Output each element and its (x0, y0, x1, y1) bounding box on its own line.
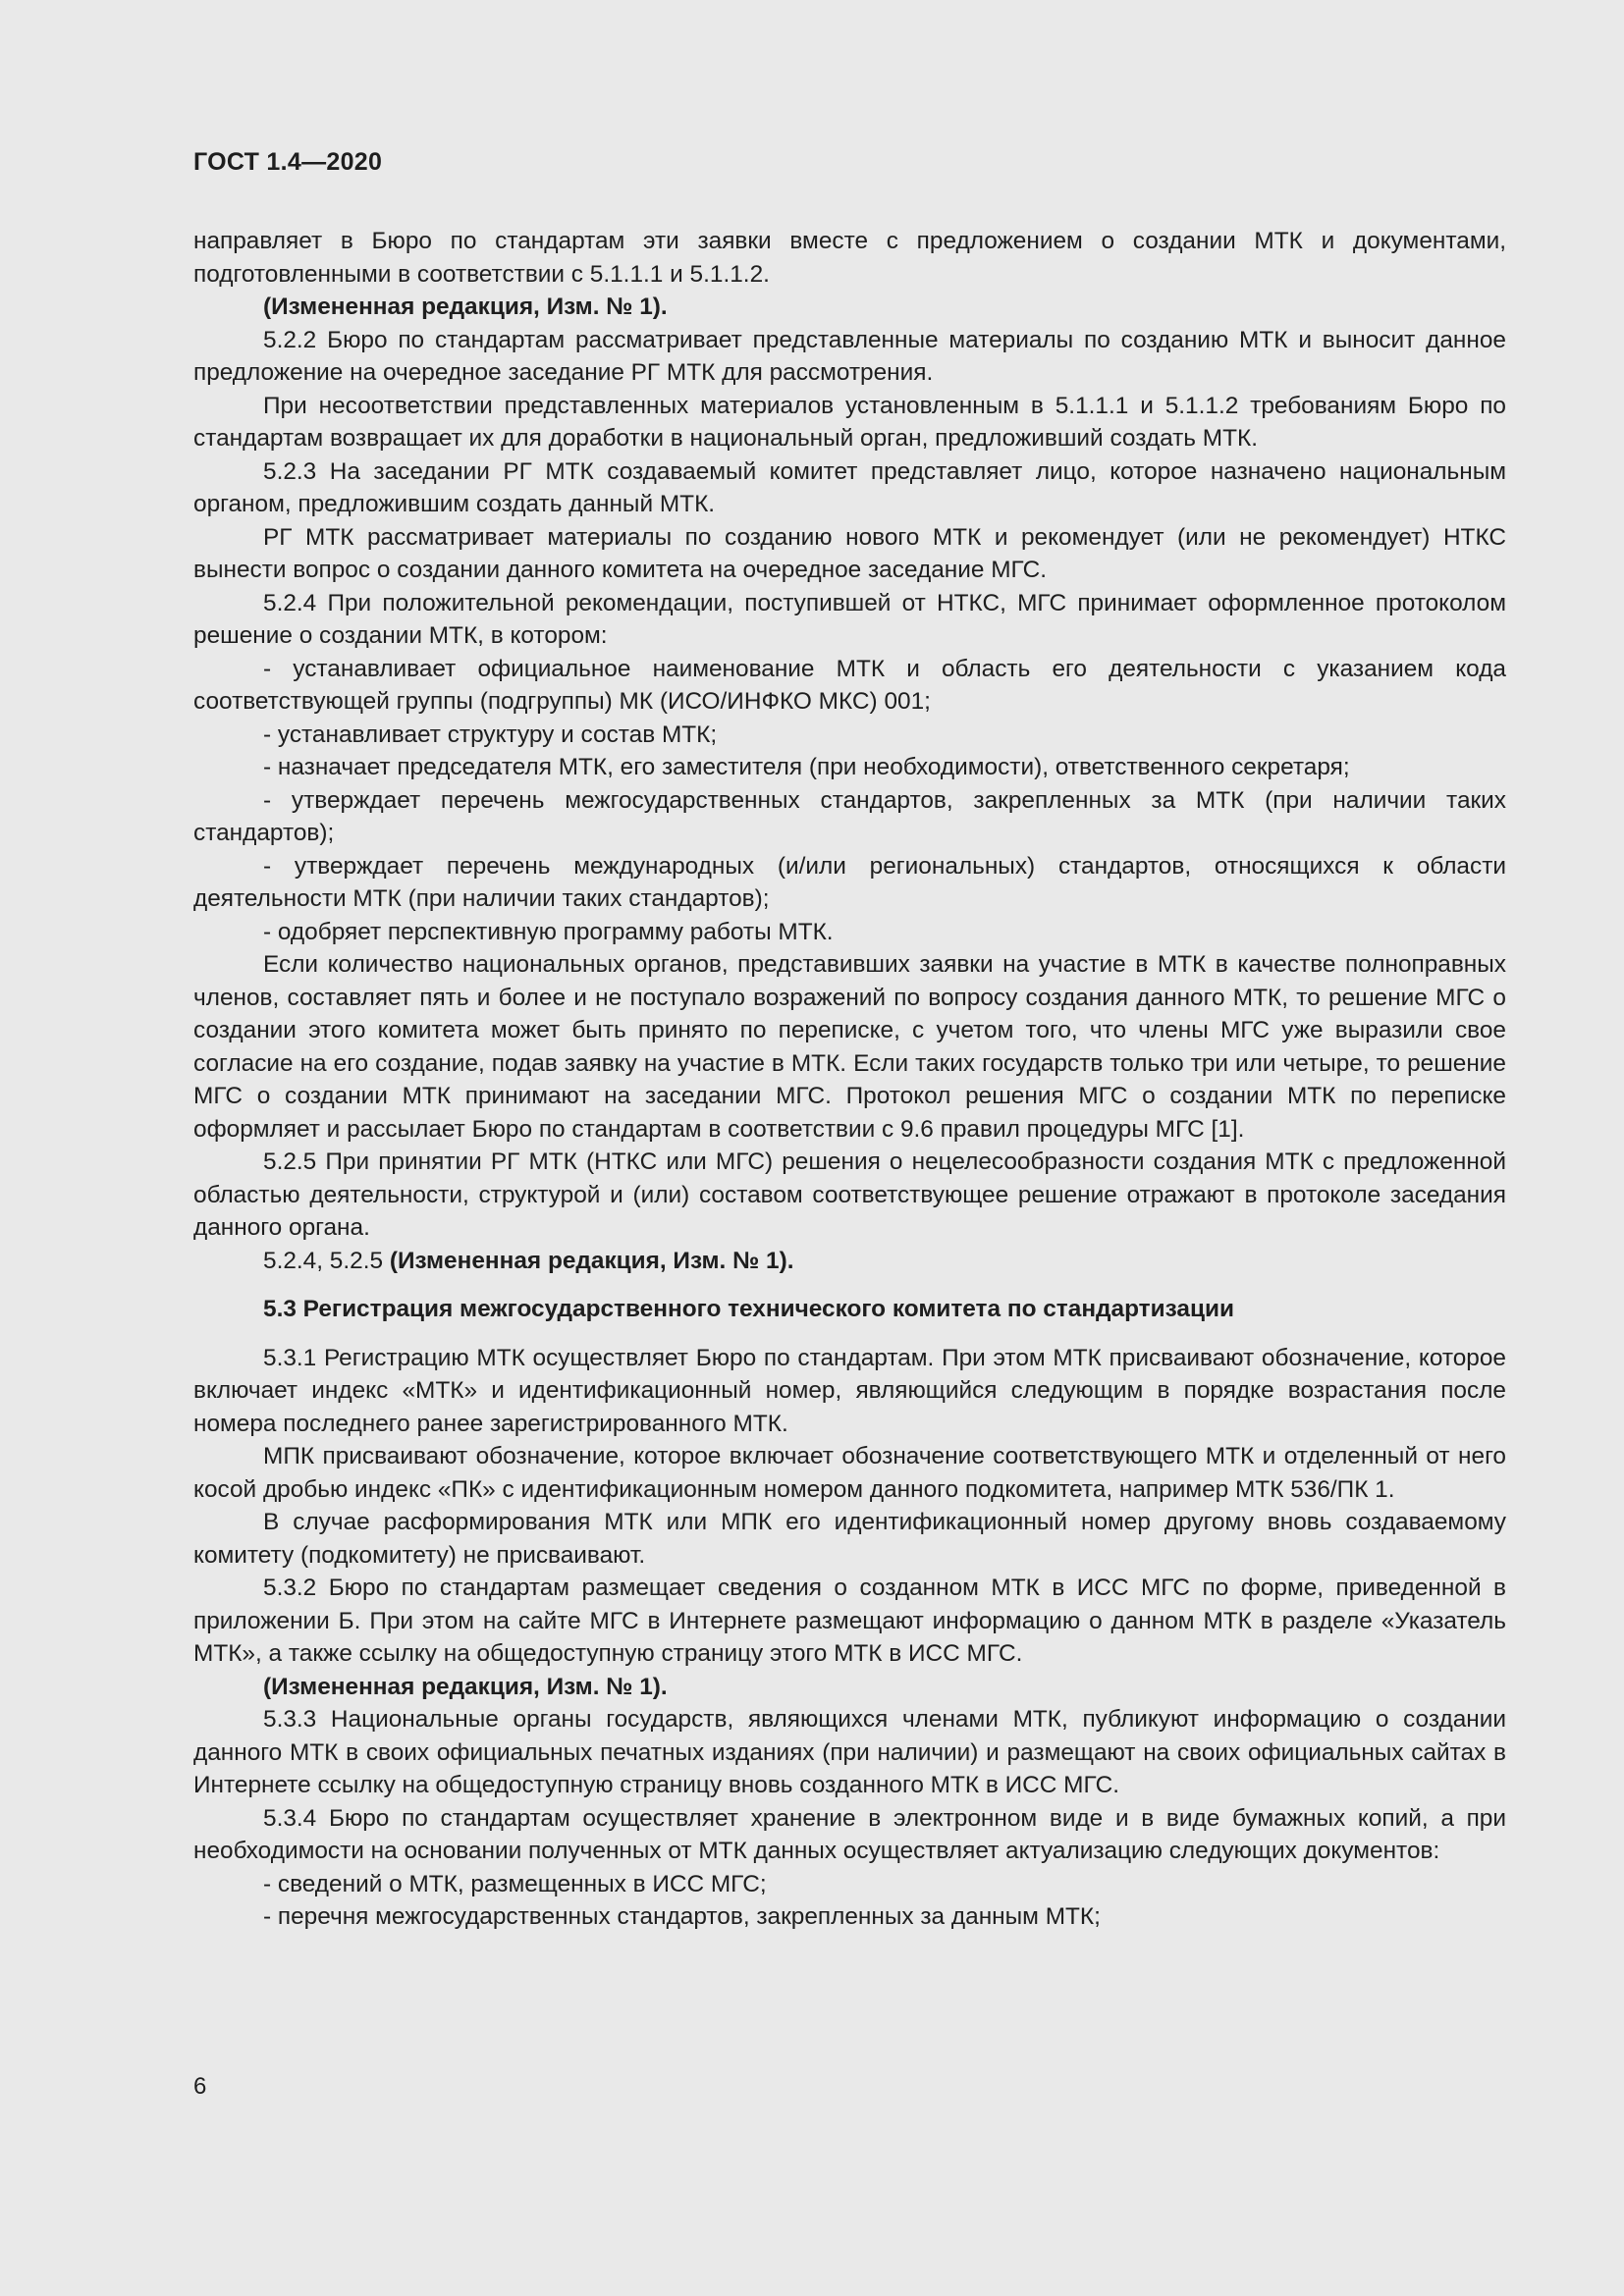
paragraph: В случае расформирования МТК или МПК его идентификационный номер другому вновь создаваемому комитету (подкомитету) не присваивают. (193, 1509, 1506, 1569)
document-header: ГОСТ 1.4—2020 (193, 148, 383, 176)
list-item: - перечня межгосударственных стандартов, закрепленных за данным МТК; (263, 1903, 1101, 1930)
amendment-label: (Измененная редакция, Изм. № 1). (389, 1247, 794, 1274)
document-body (193, 225, 1506, 1934)
page-number: 6 (193, 2073, 207, 2100)
section-heading-5-3: 5.3 Регистрация межгосударственного технического комитета по стандартизации (263, 1296, 1234, 1322)
list-item: - назначает председателя МТК, его заместителя (при необходимости), ответственного секретаря; (263, 754, 1350, 780)
clause-5-2-3: 5.2.3 На заседании РГ МТК создаваемый комитет представляет лицо, которое назначено национальным органом, предложившим создать данный МТК. (193, 457, 1506, 517)
amendment-note (193, 1245, 1506, 1278)
clause-5-3-4: 5.3.4 Бюро по стандартам осуществляет хранение в электронном виде и в виде бумажных копий, а при необходимости на основании полученных от МТК данных осуществляет актуализацию следующих документов: (193, 1804, 1506, 1864)
clause-5-3-1: 5.3.1 Регистрацию МТК осуществляет Бюро по стандартам. При этом МТК присваивают обозначение, которое включает индекс «МТК» и идентификационный номер, являющийся следующим в порядке возрастания после номера последнего ранее зарегистрированного МТК. (193, 1344, 1506, 1437)
amendment-note: (Измененная редакция, Изм. № 1). (263, 294, 668, 320)
list-item: - утверждает перечень межгосударственных стандартов, закрепленных за МТК (при наличии таких стандартов); (193, 786, 1506, 846)
list-item: - сведений о МТК, размещенных в ИСС МГС; (263, 1870, 767, 1897)
clause-5-2-4: 5.2.4 При положительной рекомендации, поступившей от НТКС, МГС принимает оформленное протоколом решение о создании МТК, в котором: (193, 589, 1506, 649)
list-item: - одобряет перспективную программу работы МТК. (263, 918, 834, 945)
list-item: - устанавливает официальное наименование МТК и область его деятельности с указанием кода соответствующей группы (подгруппы) МК (ИСО/ИНФКО МКС) 001; (193, 655, 1506, 715)
paragraph: При несоответствии представленных материалов установленным в 5.1.1.1 и 5.1.1.2 требованиям Бюро по стандартам возвращает их для доработки в национальный орган, предложивший создать МТК. (193, 392, 1506, 452)
clause-5-2-2: 5.2.2 Бюро по стандартам рассматривает представленные материалы по созданию МТК и выносит данное предложение на очередное заседание РГ МТК для рассмотрения. (193, 326, 1506, 386)
paragraph: МПК присваивают обозначение, которое включает обозначение соответствующего МТК и отделенный от него косой дробью индекс «ПК» с идентификационным номером данного подкомитета, например МТК 536/ПК 1. (193, 1443, 1506, 1503)
paragraph: РГ МТК рассматривает материалы по созданию нового МТК и рекомендует (или не рекомендует) НТКС вынести вопрос о создании данного комитета на очередное заседание МГС. (193, 523, 1506, 583)
clause-5-2-5: 5.2.5 При принятии РГ МТК (НТКС или МГС) решения о нецелесообразности создания МТК с предложенной областью деятельности, структурой и (или) составом соответствующее решение отражают в протоколе заседания данного органа. (193, 1148, 1506, 1241)
paragraph: Если количество национальных органов, представивших заявки на участие в МТК в качестве полноправных членов, составляет пять и более и не поступало возражений по вопросу создания данного МТК, то решение МГС о создании этого комитета может быть принято по переписке, с учетом того, что члены МГС уже выразили свое согласие на его создание, подав заявку на участие в МТК. Если таких государств только три или четыре, то решение МГС о создании МТК принимают на заседании МГС. Протокол решения МГС о создании МТК по переписке оформляет и рассылает Бюро по стандартам в соответствии с 9.6 правил процедуры МГС [1]. (193, 951, 1506, 1143)
amendment-clauses: 5.2.4, 5.2.5 (263, 1247, 390, 1274)
list-item: - утверждает перечень международных (и/или региональных) стандартов, относящихся к области деятельности МТК (при наличии таких стандартов); (193, 852, 1506, 912)
paragraph: направляет в Бюро по стандартам эти заявки вместе с предложением о создании МТК и документами, подготовленными в соответствии с 5.1.1.1 и 5.1.1.2. (193, 228, 1506, 288)
list-item: - устанавливает структуру и состав МТК; (263, 721, 718, 748)
clause-5-3-2: 5.3.2 Бюро по стандартам размещает сведения о созданном МТК в ИСС МГС по форме, приведенной в приложении Б. При этом на сайте МГС в Интернете размещают информацию о данном МТК в разделе «Указатель МТК», а также ссылку на общедоступную страницу этого МТК в ИСС МГС. (193, 1575, 1506, 1667)
amendment-note: (Измененная редакция, Изм. № 1). (263, 1673, 668, 1700)
clause-5-3-3: 5.3.3 Национальные органы государств, являющихся членами МТК, публикуют информацию о создании данного МТК в своих официальных печатных изданиях (при наличии) и размещают на своих официальных сайтах в Интернете ссылку на общедоступную страницу вновь созданного МТК в ИСС МГС. (193, 1706, 1506, 1798)
